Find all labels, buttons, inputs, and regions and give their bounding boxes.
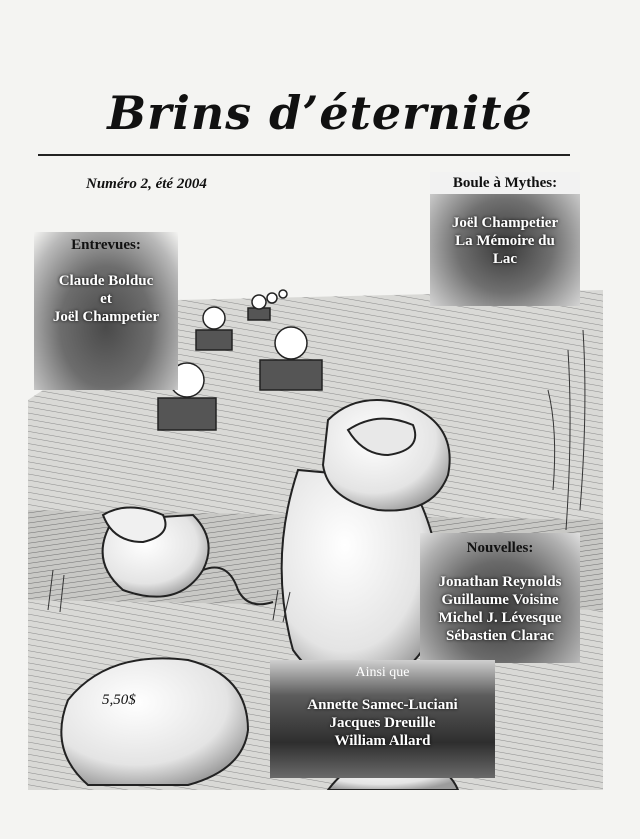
issue-label: Numéro 2, été 2004 — [86, 176, 207, 192]
myths-line: Joël Champetier — [451, 215, 559, 231]
stories-heading: Nouvelles: — [466, 540, 534, 556]
story-author: Jonathan Reynolds — [438, 574, 562, 590]
also-heading: Ainsi que — [355, 665, 410, 680]
stories-panel — [420, 533, 580, 663]
story-author: Michel J. Lévesque — [438, 610, 562, 626]
also-author: William Allard — [334, 733, 431, 749]
story-author: Guillaume Voisine — [441, 592, 559, 608]
title-rule — [38, 154, 570, 156]
also-panel — [270, 660, 495, 778]
interview-name: Joël Champetier — [52, 309, 160, 325]
interview-conjunction: et — [100, 291, 112, 307]
interview-name: Claude Bolduc — [58, 273, 154, 289]
magazine-title: Brins d’éternité — [107, 86, 533, 140]
price-label: 5,50$ — [102, 692, 136, 708]
myths-heading: Boule à Mythes: — [430, 172, 580, 194]
also-author: Annette Samec-Luciani — [307, 697, 458, 713]
story-author: Sébastien Clarac — [446, 628, 554, 644]
also-author: Jacques Dreuille — [329, 715, 436, 731]
myths-panel — [430, 172, 580, 306]
myths-line: Lac — [492, 251, 518, 267]
interviews-panel — [34, 232, 178, 390]
interviews-heading: Entrevues: — [71, 237, 141, 253]
myths-line: La Mémoire du — [455, 233, 555, 249]
